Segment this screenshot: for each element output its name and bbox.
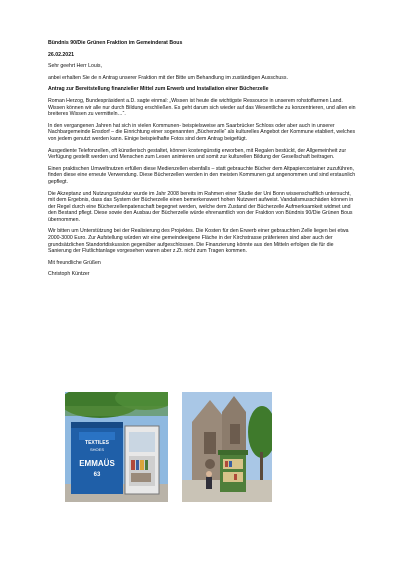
letter-intro: anbei erhalten Sie de n Antrag unserer Fraktion mit der Bitte um Behandlung im zuständigen Ausschuss. [48, 74, 288, 81]
letter-paragraph: Wir bitten um Unterstützung bei der Realisierung des Projektes. Die Kosten für den Erwerb einer gebrauchten Zelle liegen bei etwa 2000-3000 Euro. Zur Aufstellung würden wir eine gemeindeeigene Fläche in der Kirchstrasse präferieren sind aber auch der grundsätzlichen Standortdiskussion gegenüber aufgeschlossen. Die Finanzierung könnte aus den Mitteln erfolgen die für die Sanierung der Flutlichtanlage vorgesehen waren aber z.Zt. nicht zum Tragen kommen. [48, 228, 349, 255]
letter-paragraph: In den vergangenen Jahren hat sich in vielen Kommunen- beispielsweise am Saarbrücker Schloss oder aber auch in unserer Nachbargemeinde Ensdorf – die Einrichtung einer sogenannten „Bücherzelle“ als kulturelles Angebot der Kommune etabliert, welches von jedem genutzt werden kann. Einige beispielhafte Fotos sind dem Antrag beigefügt. [48, 122, 356, 142]
book-box-photo-right-image [182, 392, 272, 502]
book-box-photo-left-image [65, 392, 168, 502]
letter-closing: Mit freundliche Grüßen [48, 259, 101, 266]
photo-row [0, 392, 400, 512]
letter-title: Bündnis 90/Die Grünen Fraktion im Gemeinderat Bous [48, 40, 183, 46]
container-sign-line4: 63 [93, 472, 101, 478]
container-sign-line3: EMMAÜS [79, 459, 115, 468]
letter-paragraph: Einen praktischen Umweltnutzen erfüllen diese Medienzellen ebenfalls – statt gebrauchte Bücher dem Altpapiercontainer zuzuführen, finden diese eine erneute Verwendung. Diese Bücherzellen werden in den meisten Kommunen gut angenommen und sind erstaunlich gepflegt. [48, 165, 356, 185]
container-sign-line2: SHOES [89, 447, 105, 452]
letter-paragraph: Roman Herzog, Bundespräsident a.D. sagte einmal: „Wissen ist heute die wichtigste Ressource in unserem rohstoffarmen Land. Wissen können wir alle nur durch Bildung erschließen. Es geht darum sich wieder auf das Wesentliche zu konzentrieren, und allen ein breiteres Wissen zu vermitteln…“. [48, 97, 356, 118]
book-box-photo-left [65, 392, 168, 502]
book-box-photo-right [182, 392, 272, 502]
letter-salutation: Sehr geehrt Herr Louis, [48, 63, 102, 70]
letter-paragraph: Die Akzeptanz und Nutzungsstruktur wurde im Jahr 2008 bereits im Rahmen einer Studie der Uni Bonn wissenschaftlich untersucht, mit dem Ergebnis, dass das System der Bücherzelle einen bemerkenswert hohen Nutzwert aufweist. Vandalismusschäden können in der Regel durch eine Bücherzellenpatenschaft begegnet werden, welche dem Zustand der Bücherzelle Aufmerksamkeit widmet und den Bestand pflegt. Diese sowie den Ausbau der Bücherzelle würde ehrenamtlich von der Fraktion von Bündnis 90/Die Grünen Bous übernommen. [48, 190, 354, 223]
letter-body [48, 40, 356, 278]
letter-signature: Christoph Küntzer [48, 271, 90, 278]
letter-paragraph: Ausgediente Telefonzellen, oft künstlerisch gestaltet, können kostengünstig erworben, mit Regalen bestückt, der Allgemeinheit zur Verfügung gestellt werden und Menschen zum Lesen animieren und somit zur kulturellen Bildung der Gesellschaft beitragen. [48, 147, 347, 161]
container-sign-line1: TEXTILES [85, 440, 109, 446]
letter-subject: Antrag zur Bereitstellung finanzieller Mittel zum Erwerb und Installation einer Bücherzelle [48, 86, 269, 93]
letter-date: 26.02.2021 [48, 51, 74, 58]
